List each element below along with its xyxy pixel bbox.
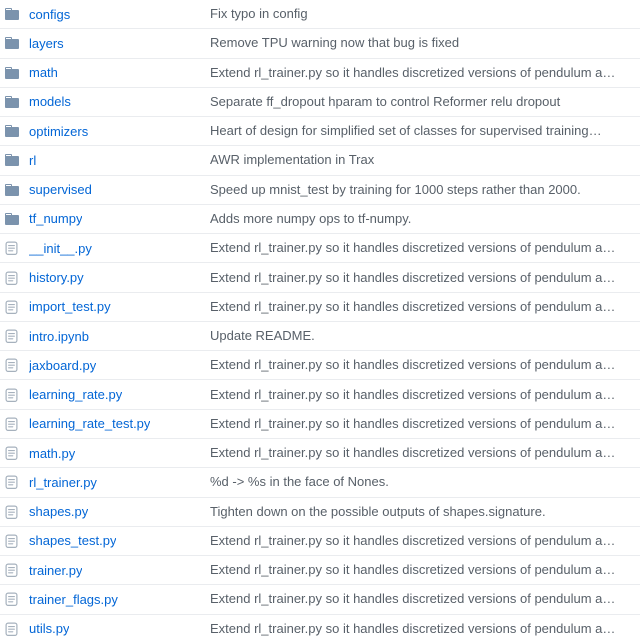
- table-row: [0, 615, 640, 644]
- file-link[interactable]: learning_rate_test.py: [29, 416, 151, 432]
- file-name-cell: [0, 65, 210, 81]
- file-name-cell: [0, 299, 210, 315]
- file-link[interactable]: __init__.py: [29, 240, 92, 256]
- folder-link[interactable]: tf_numpy: [29, 211, 83, 227]
- file-link[interactable]: history.py: [29, 270, 84, 286]
- file-name-cell: [0, 328, 210, 344]
- file-icon: [5, 445, 18, 461]
- file-name-cell: [0, 504, 210, 520]
- folder-link[interactable]: configs: [29, 6, 71, 22]
- commit-message-cell: [210, 64, 640, 82]
- commit-message-link[interactable]: Heart of design for simplified set of classes for supervised training…: [210, 123, 602, 139]
- commit-message-link[interactable]: AWR implementation in Trax: [210, 152, 375, 168]
- file-link[interactable]: math.py: [29, 445, 76, 461]
- folder-icon: [5, 6, 19, 22]
- table-row: [0, 59, 640, 88]
- file-link[interactable]: learning_rate.py: [29, 387, 123, 403]
- commit-message-link[interactable]: Extend rl_trainer.py so it handles discretized versions of pendulum a…: [210, 269, 616, 285]
- file-link[interactable]: shapes.py: [29, 504, 89, 520]
- commit-message-cell: [210, 386, 640, 404]
- commit-message-link[interactable]: Extend rl_trainer.py so it handles discretized versions of pendulum a…: [210, 240, 616, 256]
- file-link[interactable]: intro.ipynb: [29, 328, 89, 344]
- commit-message-cell: [210, 532, 640, 550]
- table-row: [0, 380, 640, 409]
- file-icon: [5, 533, 18, 549]
- table-row: [0, 468, 640, 497]
- commit-message-cell: [210, 122, 640, 140]
- file-link[interactable]: trainer.py: [29, 562, 83, 578]
- table-row: [0, 205, 640, 234]
- file-icon: [5, 357, 18, 373]
- commit-message-cell: [210, 327, 640, 345]
- folder-link[interactable]: supervised: [29, 182, 92, 198]
- commit-message-link[interactable]: Adds more numpy ops to tf-numpy.: [210, 210, 412, 226]
- table-row: [0, 88, 640, 117]
- commit-message-cell: [210, 34, 640, 52]
- commit-message-cell: [210, 473, 640, 491]
- file-name-cell: [0, 6, 210, 22]
- commit-message-cell: [210, 503, 640, 521]
- commit-message-cell: [210, 356, 640, 374]
- file-name-cell: [0, 152, 210, 168]
- folder-icon: [5, 123, 19, 139]
- file-name-cell: [0, 94, 210, 110]
- commit-message-link[interactable]: Extend rl_trainer.py so it handles discretized versions of pendulum a…: [210, 620, 616, 636]
- file-icon: [5, 504, 18, 520]
- table-row: [0, 585, 640, 614]
- file-link[interactable]: shapes_test.py: [29, 533, 117, 549]
- folder-link[interactable]: layers: [29, 35, 64, 51]
- table-row: [0, 263, 640, 292]
- file-name-cell: [0, 387, 210, 403]
- file-icon: [5, 416, 18, 432]
- file-link[interactable]: jaxboard.py: [29, 357, 97, 373]
- commit-message-link[interactable]: Extend rl_trainer.py so it handles discretized versions of pendulum a…: [210, 415, 616, 431]
- table-row: [0, 351, 640, 380]
- file-name-cell: [0, 35, 210, 51]
- file-icon: [5, 328, 18, 344]
- table-row: [0, 439, 640, 468]
- commit-message-cell: [210, 620, 640, 638]
- folder-icon: [5, 152, 19, 168]
- table-row: [0, 0, 640, 29]
- file-icon: [5, 387, 18, 403]
- file-icon: [5, 299, 18, 315]
- file-icon: [5, 591, 18, 607]
- commit-message-link[interactable]: Remove TPU warning now that bug is fixed: [210, 35, 460, 51]
- file-name-cell: [0, 123, 210, 139]
- table-row: [0, 234, 640, 263]
- table-row: [0, 293, 640, 322]
- commit-message-link[interactable]: Separate ff_dropout hparam to control Reformer relu dropout: [210, 93, 561, 109]
- file-icon: [5, 474, 18, 490]
- commit-message-link[interactable]: Extend rl_trainer.py so it handles discretized versions of pendulum a…: [210, 386, 616, 402]
- file-name-cell: [0, 211, 210, 227]
- file-name-cell: [0, 591, 210, 607]
- file-link[interactable]: rl_trainer.py: [29, 474, 97, 490]
- file-icon: [5, 562, 18, 578]
- table-row: [0, 146, 640, 175]
- table-row: [0, 29, 640, 58]
- folder-icon: [5, 94, 19, 110]
- commit-message-cell: [210, 93, 640, 111]
- commit-message-link[interactable]: Extend rl_trainer.py so it handles discretized versions of pendulum a…: [210, 591, 616, 607]
- table-row: [0, 176, 640, 205]
- table-row: [0, 556, 640, 585]
- folder-link[interactable]: math: [29, 65, 58, 81]
- commit-message-link[interactable]: Fix typo in config: [210, 6, 308, 22]
- file-icon: [5, 240, 18, 256]
- file-name-cell: [0, 445, 210, 461]
- commit-message-link[interactable]: Speed up mnist_test by training for 1000 steps rather than 2000.: [210, 181, 581, 197]
- folder-link[interactable]: models: [29, 94, 71, 110]
- commit-message-link[interactable]: Tighten down on the possible outputs of shapes.signature.: [210, 503, 546, 519]
- commit-message-cell: [210, 561, 640, 579]
- commit-message-link[interactable]: Extend rl_trainer.py so it handles discretized versions of pendulum a…: [210, 532, 616, 548]
- commit-message-cell: [210, 590, 640, 608]
- file-link[interactable]: utils.py: [29, 621, 70, 637]
- commit-message-link[interactable]: Extend rl_trainer.py so it handles discretized versions of pendulum a…: [210, 298, 616, 314]
- commit-message-cell: [210, 298, 640, 316]
- table-row: [0, 498, 640, 527]
- table-row: [0, 527, 640, 556]
- folder-icon: [5, 65, 19, 81]
- commit-message-cell: [210, 239, 640, 257]
- commit-message-cell: [210, 210, 640, 228]
- table-row: [0, 117, 640, 146]
- file-name-cell: [0, 533, 210, 549]
- commit-message-link[interactable]: Extend rl_trainer.py so it handles discretized versions of pendulum a…: [210, 445, 616, 461]
- file-name-cell: [0, 182, 210, 198]
- file-link[interactable]: trainer_flags.py: [29, 591, 118, 607]
- commit-message-cell: [210, 269, 640, 287]
- commit-message-cell: [210, 181, 640, 199]
- table-row: [0, 410, 640, 439]
- file-name-cell: [0, 240, 210, 256]
- file-name-cell: [0, 474, 210, 490]
- folder-icon: [5, 182, 19, 198]
- commit-message-link[interactable]: %d -> %s in the face of Nones.: [210, 474, 389, 490]
- commit-message-link[interactable]: Extend rl_trainer.py so it handles discretized versions of pendulum a…: [210, 64, 616, 80]
- file-name-cell: [0, 621, 210, 637]
- folder-icon: [5, 35, 19, 51]
- file-icon: [5, 621, 18, 637]
- folder-link[interactable]: rl: [29, 152, 37, 168]
- commit-message-link[interactable]: Extend rl_trainer.py so it handles discretized versions of pendulum a…: [210, 357, 616, 373]
- file-name-cell: [0, 357, 210, 373]
- file-icon: [5, 270, 18, 286]
- file-link[interactable]: import_test.py: [29, 299, 111, 315]
- folder-link[interactable]: optimizers: [29, 123, 89, 139]
- commit-message-cell: [210, 444, 640, 462]
- file-name-cell: [0, 270, 210, 286]
- commit-message-cell: [210, 415, 640, 433]
- commit-message-link[interactable]: Extend rl_trainer.py so it handles discretized versions of pendulum a…: [210, 562, 616, 578]
- folder-icon: [5, 211, 19, 227]
- file-name-cell: [0, 562, 210, 578]
- commit-message-cell: [210, 5, 640, 23]
- table-row: [0, 322, 640, 351]
- file-name-cell: [0, 416, 210, 432]
- commit-message-cell: [210, 151, 640, 169]
- commit-message-link[interactable]: Update README.: [210, 328, 315, 344]
